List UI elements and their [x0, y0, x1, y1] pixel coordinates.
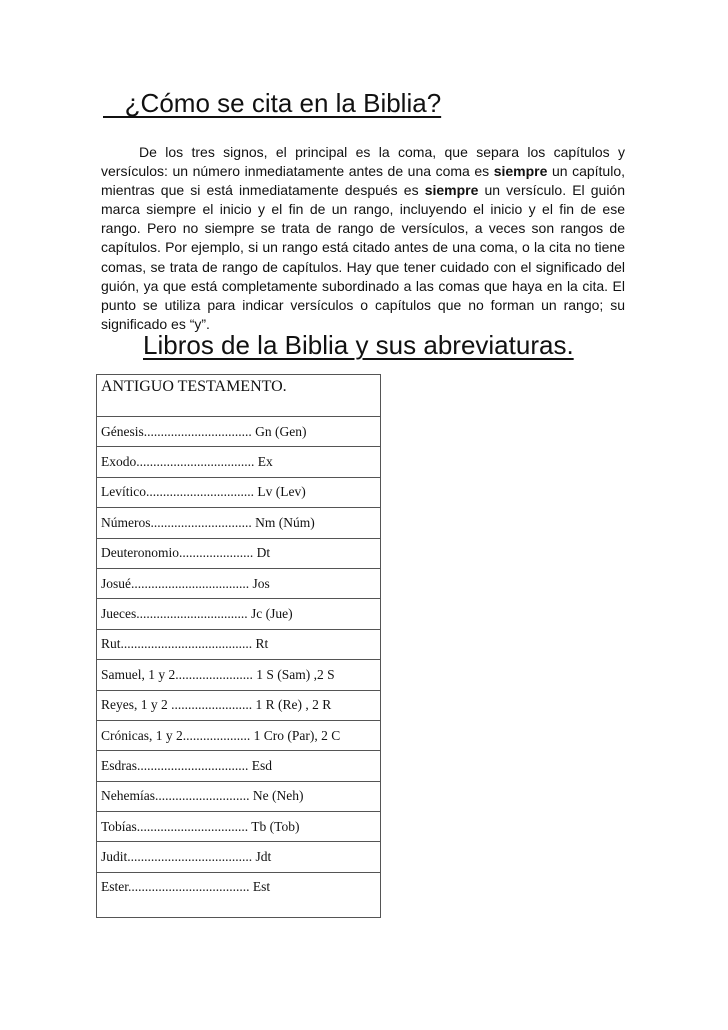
table-row [97, 751, 381, 781]
book-cell: Crónicas, 1 y 2.................... 1 Cro (Par), 2 C [97, 720, 381, 750]
table-row [97, 842, 381, 872]
book-cell: Judit..................................... Jdt [97, 842, 381, 872]
table-row [97, 872, 381, 917]
intro-text-3: un versículo. El guión marca siempre el inicio y el fin de un rango, incluyendo el inicio y el fin de ese rango. Pero no siempre se trata de rango de versículos, a veces son rangos de capítulos. Por ejemplo, si un rango está citado antes de una coma, o la cita no tiene comas, se trata de rango de capítulos. Hay que tener cuidado con el significado del guión, ya que está completamente subordinado a las comas que haya en la cita. El punto se utiliza para indicar versículos o capítulos que no forman un rango; su significado es “y”. [101, 182, 625, 332]
intro-text-2: un capítulo, mientras que si está inmediatamente después es [101, 163, 625, 199]
table-row [97, 629, 381, 659]
table-header-row [97, 375, 381, 417]
book-cell: Nehemías............................ Ne (Neh) [97, 781, 381, 811]
intro-text-1: De los tres signos, el principal es la coma, que separa los capítulos y versículos: un número inmediatamente antes de una coma es [101, 144, 625, 180]
table-row [97, 568, 381, 598]
table-row [97, 781, 381, 811]
intro-bold-1: siempre [493, 163, 548, 180]
table-row [97, 690, 381, 720]
book-cell: Génesis................................ Gn (Gen) [97, 417, 381, 447]
books-table [96, 374, 381, 918]
table-row [97, 538, 381, 568]
book-cell: Reyes, 1 y 2 ........................ 1 R (Re) , 2 R [97, 690, 381, 720]
table-row [97, 660, 381, 690]
table-row [97, 477, 381, 507]
intro-paragraph [101, 143, 625, 334]
page-title: ¿Cómo se cita en la Biblia? [103, 88, 442, 118]
book-cell: Jueces................................. Jc (Jue) [97, 599, 381, 629]
book-cell: Rut....................................... Rt [97, 629, 381, 659]
book-cell: Ester.................................... Est [97, 872, 381, 917]
table-row [97, 720, 381, 750]
book-cell: Levítico................................ Lv (Lev) [97, 477, 381, 507]
book-cell: Esdras................................. Esd [97, 751, 381, 781]
table-row [97, 599, 381, 629]
table-header: ANTIGUO TESTAMENTO. [97, 375, 381, 417]
book-cell: Deuteronomio...................... Dt [97, 538, 381, 568]
book-cell: Josué................................... Jos [97, 568, 381, 598]
table-row [97, 812, 381, 842]
section-title: Libros de la Biblia y sus abreviaturas. [143, 330, 574, 360]
book-cell: Samuel, 1 y 2....................... 1 S (Sam) ,2 S [97, 660, 381, 690]
table-row [97, 417, 381, 447]
book-cell: Números.............................. Nm (Núm) [97, 508, 381, 538]
table-row [97, 508, 381, 538]
book-cell: Exodo................................... Ex [97, 447, 381, 477]
book-cell: Tobías................................. Tb (Tob) [97, 812, 381, 842]
table-row [97, 447, 381, 477]
intro-bold-2: siempre [424, 182, 479, 199]
